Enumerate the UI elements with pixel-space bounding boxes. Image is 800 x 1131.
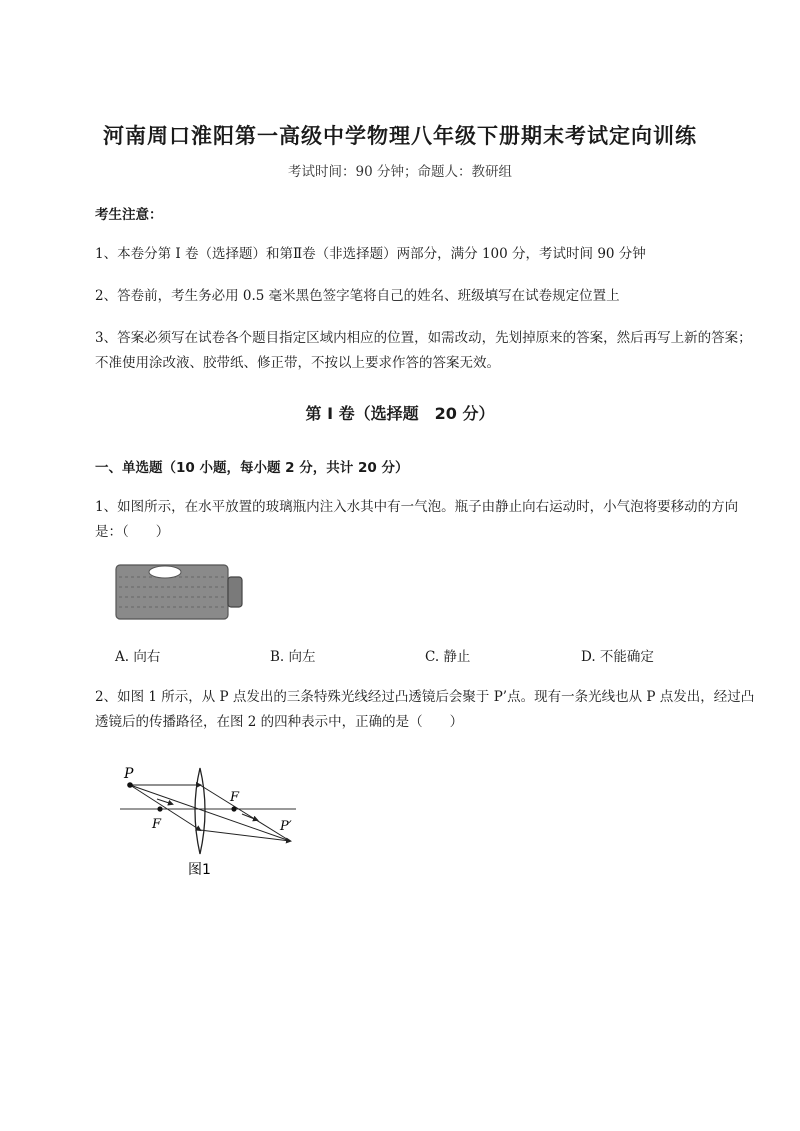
lens-figure <box>112 762 312 880</box>
exam-info: 考试时间：90 分钟；命题人：教研组 <box>288 164 512 180</box>
question-1-option-d[interactable]: D. 不能确定 <box>581 649 654 665</box>
notice-heading: 考生注意： <box>95 207 163 223</box>
question-1-option-a[interactable]: A. 向右 <box>115 649 161 665</box>
bottle-figure <box>115 563 247 623</box>
question-1-option-b[interactable]: B. 向左 <box>270 649 316 665</box>
section-sub-heading: 一、单选题（10 小题，每小题 2 分，共计 20 分） <box>95 460 409 476</box>
bottle-cap <box>228 577 242 607</box>
notice-item-1: 1、本卷分第 I 卷（选择题）和第Ⅱ卷（非选择题）两部分，满分 100 分，考试时间 90 分钟 <box>95 246 646 262</box>
question-2-text: 2、如图 1 所示，从 P 点发出的三条特殊光线经过凸透镜后会聚于 P’点。现有一条光线也从 P 点发出，经过凸透镜后的传播路径，在图 2 的四种表示中，正确的是（ ） <box>95 689 755 730</box>
air-bubble <box>149 566 181 578</box>
notice-item-2: 2、答卷前，考生务必用 0.5 毫米黑色签字笔将自己的姓名、班级填写在试卷规定位置上 <box>95 288 620 304</box>
point-p <box>127 782 133 788</box>
label-f-left: F <box>152 817 162 832</box>
focus-left <box>157 806 162 811</box>
label-p: P <box>124 766 134 782</box>
focus-right <box>231 806 236 811</box>
notice-item-3: 3、答案必须写在试卷各个题目指定区域内相应的位置，如需改动，先划掉原来的答案，然后再写上新的答案；不准使用涂改液、胶带纸、修正带，不按以上要求作答的答案无效。 <box>95 330 752 371</box>
question-1-option-c[interactable]: C. 静止 <box>425 649 471 665</box>
page-title: 河南周口淮阳第一高级中学物理八年级下册期末考试定向训练 <box>103 124 697 148</box>
figure-caption: 图1 <box>188 862 211 878</box>
question-1-text: 1、如图所示，在水平放置的玻璃瓶内注入水其中有一气泡。瓶子由静止向右运动时，小气泡将要移动的方向是：（ ） <box>95 499 739 540</box>
label-p-prime: P′ <box>280 819 292 834</box>
section-title: 第 I 卷（选择题 20 分） <box>305 404 495 423</box>
label-f-right: F <box>230 790 240 805</box>
